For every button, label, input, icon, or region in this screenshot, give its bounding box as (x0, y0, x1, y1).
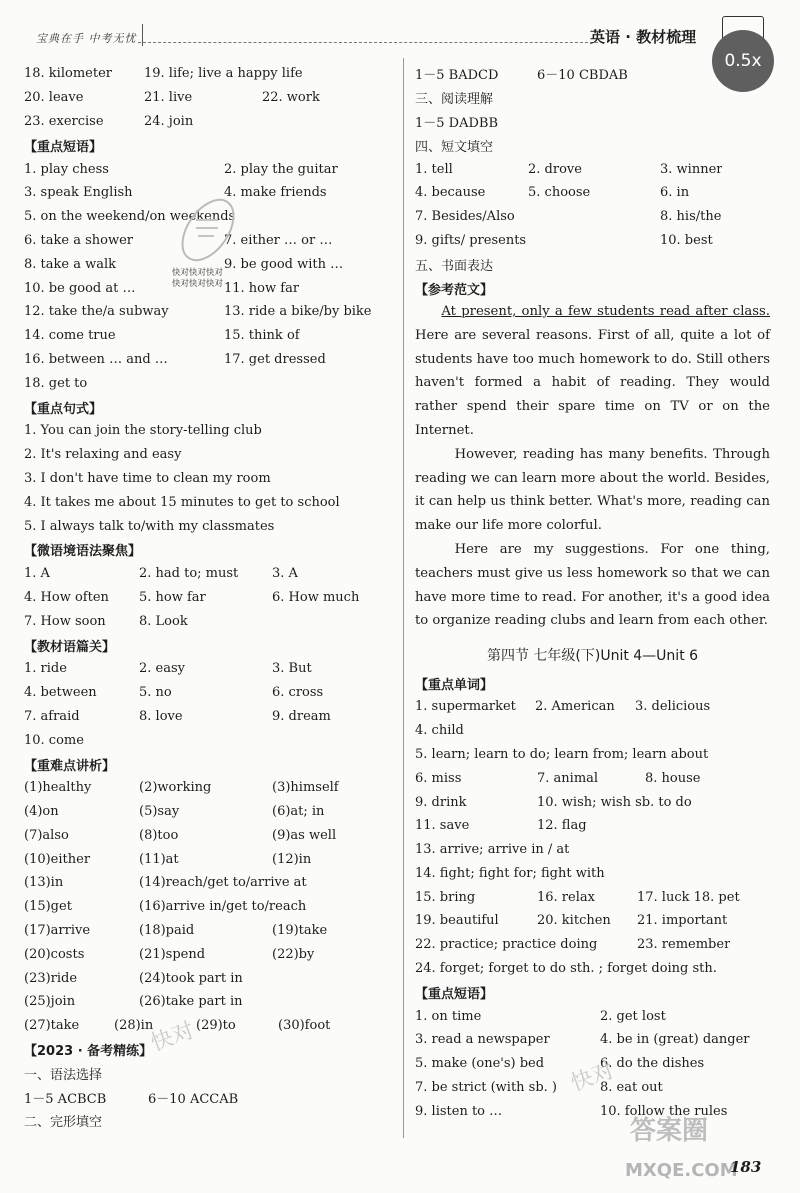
answer-item: (16)arrive in/get to/reach (139, 899, 307, 915)
answer-item: (5)say (139, 804, 180, 820)
answer-item: 4. between (24, 685, 97, 701)
answer-item: 24. join (144, 113, 194, 129)
answer-item: (4)on (24, 804, 59, 820)
answer-item: (19)take (272, 923, 328, 939)
answer-item: 12. take the/a subway (24, 304, 169, 320)
answer-item: 2. easy (139, 661, 185, 677)
answer-item: 15. think of (224, 328, 300, 344)
answer-item: 2. play the guitar (224, 161, 338, 177)
answer-item: 23. exercise (24, 113, 104, 129)
answer-item: (18)paid (139, 923, 195, 939)
answer-item: 20. kitchen (537, 913, 611, 929)
watermark-circle-text: 快对 (147, 1018, 198, 1057)
answer-item: 8. take a walk (24, 256, 117, 272)
answer-item: 7. afraid (24, 708, 80, 724)
answer-item: 10. best (660, 232, 713, 248)
answer-item: 21. live (144, 90, 193, 106)
answer-item: 14. fight; fight for; fight with (415, 865, 605, 881)
answer-item: 2. drove (528, 161, 582, 177)
answer-item: (7)also (24, 827, 69, 843)
answer-item: 9. be good with … (224, 256, 344, 272)
answer-item: 23. remember (637, 937, 731, 953)
answer-item: 19. life; live a happy life (144, 66, 303, 82)
answer-item: 20. leave (24, 90, 84, 106)
essay-text: Here are several reasons. First of all, quite a lot of students have too much homework to do. Still others haven't formed a habit of reading. They would rather spend their spare time on TV or on the Internet. (415, 327, 770, 438)
answer-item: 1－5 DADBB (415, 115, 499, 131)
answer-item: 1. tell (415, 161, 453, 177)
answer-item: (14)reach/get to/arrive at (139, 875, 307, 891)
answer-item: 5. make (one's) bed (415, 1056, 545, 1072)
answer-item: 9. dream (272, 708, 331, 724)
answer-item: 1. A (24, 566, 50, 582)
answer-item: 7. How soon (24, 613, 106, 629)
answer-item: 8. Look (139, 613, 188, 629)
answer-item: (6)at; in (272, 804, 325, 820)
watermark-note-line: 快对快对快对 (172, 279, 224, 289)
answer-item: 8. eat out (600, 1080, 663, 1096)
section-heading: 【教材语篇关】 (24, 639, 116, 655)
page-number: 183 (730, 1158, 762, 1176)
answer-item: 17. get dressed (224, 351, 326, 367)
answer-item: (23)ride (24, 970, 78, 986)
sentence-item: 2. It's relaxing and easy (24, 447, 182, 463)
answer-item: 2. get lost (600, 1008, 666, 1024)
answer-item: 18. get to (24, 375, 88, 391)
answer-item: 15. bring (415, 889, 476, 905)
subsection-heading: 三、阅读理解 (415, 92, 494, 108)
answer-item: (25)join (24, 994, 76, 1010)
sentence-item: 4. It takes me about 15 minutes to get to school (24, 494, 340, 510)
answer-item: 9. drink (415, 794, 467, 810)
answer-item: (24)took part in (139, 970, 243, 986)
answer-item: 8. love (139, 708, 183, 724)
answer-item: 11. how far (224, 280, 300, 296)
answer-item: 13. arrive; arrive in / at (415, 842, 570, 858)
answer-item: 6－10 CBDAB (537, 68, 628, 84)
answer-item: (3)himself (272, 780, 339, 796)
answer-item: 11. save (415, 818, 470, 834)
answer-item: 1. ride (24, 661, 67, 677)
section-heading: 【微语境语法聚焦】 (24, 544, 142, 560)
answer-item: (30)foot (278, 1018, 331, 1034)
list-row (24, 86, 394, 110)
answer-item: 24. forget; forget to do sth. ; forget doing sth. (415, 961, 717, 977)
answer-item: (11)at (139, 851, 179, 867)
answer-item: (28)in (114, 1018, 154, 1034)
answer-item: (29)to (196, 1018, 236, 1034)
answer-item: 9. listen to … (415, 1103, 503, 1119)
answer-item: (8)too (139, 827, 179, 843)
answer-item: 4. because (415, 185, 486, 201)
answer-item: 3. read a newspaper (415, 1032, 550, 1048)
answer-item: 16. relax (537, 889, 595, 905)
answer-item: 22. practice; practice doing (415, 937, 598, 953)
answer-item: 6. How much (272, 589, 360, 605)
answer-item: 1. on time (415, 1008, 482, 1024)
sentence-item: 5. I always talk to/with my classmates (24, 518, 275, 534)
answer-item: 10. come (24, 732, 84, 748)
answer-item: 8. house (645, 770, 701, 786)
answer-item: 2. American (535, 699, 615, 715)
answer-item: 7. Besides/Also (415, 209, 515, 225)
section-heading: 【重点短语】 (24, 139, 103, 155)
answer-item: (21)spend (139, 946, 206, 962)
answer-item: 18. kilometer (24, 66, 112, 82)
header-title: 英语 · 教材梳理 (590, 28, 697, 46)
answer-item: (2)working (139, 780, 212, 796)
section-heading: 【2023 · 备考精练】 (24, 1044, 153, 1060)
answer-item: 10. be good at … (24, 280, 136, 296)
answer-item: 22. work (262, 90, 320, 106)
answer-item: (17)arrive (24, 923, 91, 939)
unit-title: 第四节 七年级(下)Unit 4—Unit 6 (486, 648, 699, 665)
answer-item: 19. beautiful (415, 913, 499, 929)
essay-paragraph (415, 300, 770, 443)
answer-item: 5. no (139, 685, 172, 701)
header-motto: 宝典在手 中考无忧 (36, 32, 137, 45)
list-row (24, 110, 394, 134)
answer-item: 21. important (637, 913, 728, 929)
sentence-item: 3. I don't have time to clean my room (24, 470, 271, 486)
essay-topic-sentence: At present, only a few students read after class. (441, 303, 770, 319)
answer-item: (13)in (24, 875, 64, 891)
right-column (415, 62, 770, 1123)
watermark-circle-text: 快对 (567, 1058, 618, 1097)
answer-item: (12)in (272, 851, 312, 867)
answer-item: (9)as well (272, 827, 337, 843)
essay-paragraph: Here are my suggestions. For one thing, teachers must give us less homework so that we can have more time to read. For another, it's a good idea to organize reading clubs and learn from each other. (415, 541, 770, 629)
answer-item: 3. But (272, 661, 312, 677)
subsection-heading: 一、语法选择 (24, 1067, 103, 1083)
answer-item: 3. winner (660, 161, 723, 177)
answer-item: 17. luck 18. pet (637, 889, 740, 905)
answer-item: (22)by (272, 946, 315, 962)
pencil-sketch-icon (174, 190, 244, 270)
essay-paragraph: However, reading has many benefits. Through reading we can learn more about the world. Besides, it can help us think better. What's more, reading can make our life more colorful. (415, 446, 770, 534)
answer-item: 1－5 ACBCB (24, 1091, 107, 1107)
playback-speed-button[interactable]: 0.5x (712, 30, 774, 92)
answer-item: 5. on the weekend/on weekends (24, 209, 236, 225)
answer-item: (10)either (24, 851, 91, 867)
answer-item: 3. delicious (635, 699, 711, 715)
answer-item: 9. gifts/ presents (415, 232, 527, 248)
answer-item: 4. make friends (224, 185, 327, 201)
section-heading: 【重难点讲析】 (24, 758, 116, 774)
watermark-note-line: 快对快对快对 (172, 268, 224, 278)
answer-item: 8. his/the (660, 209, 722, 225)
list-row (24, 62, 394, 86)
answer-item: (15)get (24, 899, 72, 915)
answer-item: 3. speak English (24, 185, 133, 201)
subsection-heading: 五、书面表达 (415, 258, 494, 274)
section-heading: 【重点短语】 (415, 986, 494, 1002)
answer-item: 3. A (272, 566, 298, 582)
answer-item: (20)costs (24, 946, 85, 962)
sentence-item: 1. You can join the story-telling club (24, 423, 262, 439)
answer-item: 5. how far (139, 589, 206, 605)
answer-item: 4. How often (24, 589, 109, 605)
answer-item: (27)take (24, 1018, 80, 1034)
answer-item: 7. be strict (with sb. ) (415, 1080, 558, 1096)
answer-item: 6. miss (415, 770, 462, 786)
section-heading: 【重点单词】 (415, 677, 494, 693)
answer-item: 4. be in (great) danger (600, 1032, 750, 1048)
answer-item: 1. supermarket (415, 699, 516, 715)
column-divider (403, 58, 404, 1138)
answer-item: 6. do the dishes (600, 1056, 705, 1072)
answer-item: 16. between … and … (24, 351, 168, 367)
answer-item: 5. choose (528, 185, 591, 201)
answer-item: 14. come true (24, 328, 116, 344)
subsection-heading: 四、短文填空 (415, 139, 494, 155)
answer-item: 4. child (415, 723, 464, 739)
section-heading: 【重点句式】 (24, 401, 103, 417)
answer-item: 10. wish; wish sb. to do (537, 794, 692, 810)
watermark-site: MXQE.COM (625, 1160, 738, 1181)
watermark-logo: 答案圈 (630, 1116, 709, 1146)
answer-item: 5. learn; learn to do; learn from; learn about (415, 746, 709, 762)
answer-item: 1－5 BADCD (415, 68, 499, 84)
answer-item: 10. follow the rules (600, 1103, 728, 1119)
header-rule (138, 42, 598, 43)
subsection-heading: 二、完形填空 (24, 1115, 103, 1131)
answer-item: 1. play chess (24, 161, 109, 177)
answer-item: 6. in (660, 185, 690, 201)
answer-item: 2. had to; must (139, 566, 239, 582)
sample-essay (415, 300, 770, 633)
answer-item: 12. flag (537, 818, 587, 834)
answer-item: 6. cross (272, 685, 324, 701)
answer-item: 7. animal (537, 770, 599, 786)
section-heading: 【参考范文】 (415, 282, 494, 298)
answer-item: 13. ride a bike/by bike (224, 304, 372, 320)
answer-item: (26)take part in (139, 994, 243, 1010)
answer-item: (1)healthy (24, 780, 92, 796)
answer-item: 6. take a shower (24, 232, 134, 248)
answer-item: 6－10 ACCAB (148, 1091, 239, 1107)
answer-item: 7. either … or … (224, 232, 333, 248)
watermark-note (172, 268, 223, 290)
